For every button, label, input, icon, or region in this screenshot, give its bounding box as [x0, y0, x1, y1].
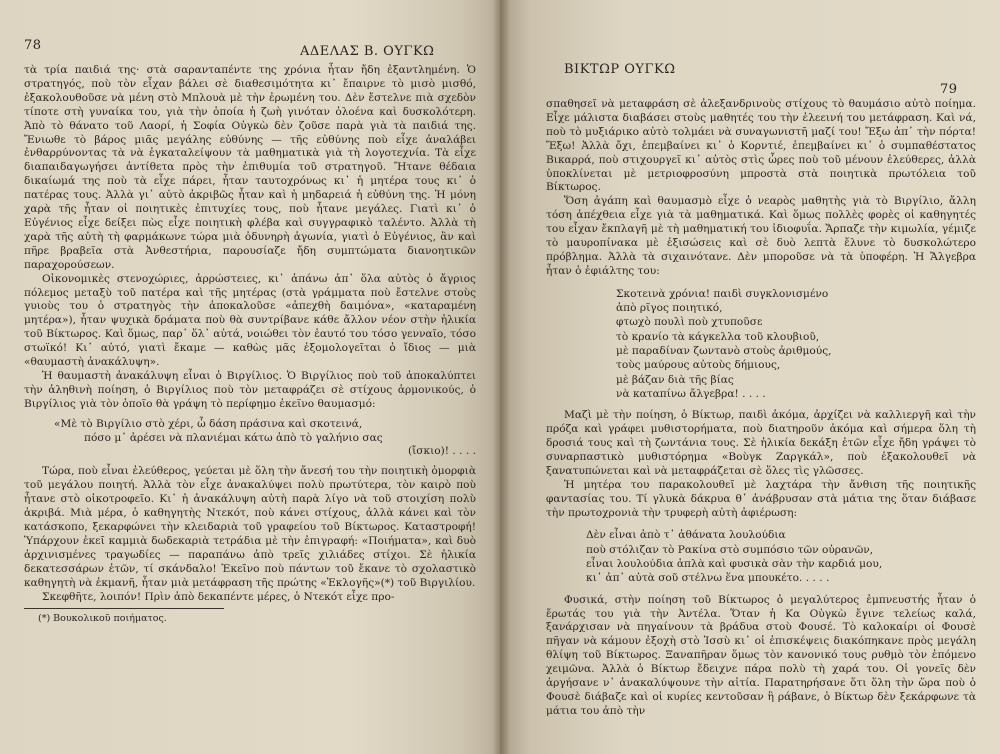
left-last-line: Σκεφθῆτε, λοιπόν! Πρὶν ἀπὸ δεκαπέντε μέρες, ὁ Ντεκότ εἶχε προ-	[42, 590, 395, 603]
right-page	[500, 0, 1000, 754]
verse2-line: εἶναι λουλούδια ἁπλὰ καὶ φυσικὰ σὰν τὴν καρδιά μου,	[586, 558, 883, 570]
left-page-body	[24, 64, 476, 626]
verse-line: τὸ κρανίο τὰ κάγκελλα τοῦ κλουβιοῦ,	[616, 330, 820, 343]
verse-dedication	[586, 528, 976, 585]
verse-line: νὰ καταπίνω ἄλγεβρα! . . . .	[616, 387, 766, 400]
left-paragraph-3: Ἡ θαυμαστὴ ἀνακάλυψη εἶναι ὁ Βιργίλιος. Ὁ Βιργίλιος ποὺ τοῦ ἀποκαλύπτει τὴν ἀληθινὴ ποίηση, ὁ Βιργίλιος ποὺ τὸν μεταφράζει σὲ στίχους ἁρμονικούς, ὁ Βιργίλιος γιὰ τὸν ὁποῖο θὰ γράψη τὸ περίφημο ἐκεῖνο θαυμασμό:	[24, 369, 476, 410]
quote-line-3: (ἴσκιο)! . . . .	[407, 445, 476, 458]
quote-line-1: «Μὲ τὸ Βιργίλιο στὸ χέρι, ὦ δάση πράσινα καὶ σκοτεινά,	[54, 417, 363, 430]
right-page-body	[546, 98, 976, 719]
verse-line: τοὺς μαύρους αὐτοὺς δήμιους,	[616, 359, 781, 372]
verse-line: ἀπὸ ρῖγος ποιητικό,	[616, 302, 723, 315]
verse2-line: Δὲν εἶναι ἀπὸ τ᾿ ἀθάνατα λουλούδια	[586, 529, 786, 542]
footnote: (*) Βουκολικοῦ ποιήματος.	[38, 613, 167, 625]
left-paragraph-4: Τώρα, ποὺ εἶναι ἐλεύθερος, γεύεται μὲ ὅλη τὴν ἄνεσή του τὴν ποιητικὴ ὀμορφιὰ τοῦ μεγάλου ποιητή. Ἀλλὰ τὸν εἶχε ἀνακαλύψει πολὺ πρωτύτερα, τὸν καιρὸ ποὺ ἦτανε στὸ οἰκοτροφεῖο. Κι᾿ ἡ ἀνακάλυψη αὐτὴ παρὰ λίγο νὰ τοῦ στοιχίση πολὺ ἀκριβά. Μιὰ μέρα, ὁ καθηγητὴς Ντεκότ, ποὺ κάνει στίχους, ἀλλὰ κάνει καὶ τὸν κατάσκοπο, ξεκαρφώνει τὴν κλειδαριὰ τοῦ γραφείου τοῦ Βίκτωρος. Καταστροφή! Ὑπάρχουν ἐκεῖ καμμιὰ δωδεκαριὰ τετράδια μὲ τὴν ἐπιγραφή: «Ποιήματα», καὶ δυὸ ἀρχινισμένες τραγωδίες — παραπάνω ἀπὸ τρεῖς χιλιάδες στίχοι. Σὲ ἡλικία δεκατεσσάρων ἐτῶν, τί σκάνδαλο! Ἐκεῖνο ποὺ πάντων τοῦ ἔκανε τὸ σχολαστικὸ καθηγητὴ νὰ ἐκμανῆ, ἦταν μιὰ μετάφραση τῆς πρώτης «Ἐκλογῆς»(*) τοῦ Βιργιλίου.	[24, 465, 476, 589]
verse-line: μὲ βάζαν διὰ τῆς βίας	[616, 373, 734, 386]
right-paragraph-4: Ἡ μητέρα του παρακολουθεῖ μὲ λαχτάρα τὴν ἄνθιση τῆς ποιητικῆς φαντασίας του. Τί γλυκὰ δάκρυα θ᾿ ἀνάβρυσαν στὰ μάτια της ὅταν διάβασε τὴν πρωτοχρονιὰ τὴν τρυφερὴ αὐτὴ ἀφιέρωση:	[546, 478, 976, 519]
verse2-line: ποὺ στόλιζαν τὸ Ρακίνα στὸ συμπόσιο τῶν οὐρανῶν,	[586, 543, 874, 556]
verse-line: φτωχὸ πουλὶ ποὺ χτυποῦσε	[616, 316, 763, 329]
quote-line-2: πόσο μ᾿ ἀρέσει νὰ πλανιέμαι κάτω ἀπὸ τὸ γαλήνιο σας	[84, 431, 383, 444]
book-gutter	[492, 0, 510, 754]
left-quote	[24, 418, 476, 460]
verse-algebra	[616, 287, 976, 401]
running-head-right: ΒΙΚΤΩΡ ΟΥΓΚΩ	[564, 62, 676, 77]
page-number-left: 78	[24, 38, 42, 53]
right-paragraph-2: Ὅση ἀγάπη καὶ θαυμασμὸ εἶχε ὁ νεαρὸς μαθητὴς γιὰ τὸ Βιργίλιο, ἄλλη τόση ἀπέχθεια εἶχε γιὰ τὰ μαθηματικά. Καὶ ὅμως πολλὲς φορὲς οἱ καθηγητές του εἶχαν ἔκπλαγῆ μὲ τὴ μαθηματική του ἰδιοφυΐα. Ἄρπαζε τὴν κιμωλία, γέμιζε τὸ μαυροπίνακα μὲ ἐξισώσεις καὶ σὲ δυὸ λεπτὰ ἔλυνε τὸ δυσκολώτερο πρόβλημα. Ἀλλὰ τὰ σιχαινότανε. Δὲν μποροῦσε νὰ τὰ ὑποφέρη. Ἡ Ἄλγεβρα ἦταν ὁ ἐφιάλτης του:	[546, 195, 976, 277]
left-paragraph-2: Οἰκονομικὲς στενοχώριες, ἀρρώστειες, κι᾿ ἀπάνω ἀπ᾿ ὅλα αὐτὸς ὁ ἄγριος πόλεμος μεταξὺ τοῦ πατέρα καὶ τῆς μητέρας (στὰ γράμματα ποὺ ἔστελνε στοὺς γυιοὺς του ὁ στρατηγὸς τὴν ἀποκαλοῦσε «ἀπεχθὴ δαιμόνα», «καταραμένη μητέρα»), ἦταν ψυχικὰ δράματα ποὺ θὰ συντρίβανε κάθε ἄλλον νέον στὴν ἡλικία τοῦ Βίκτωρος. Καὶ ὅμως, παρ᾿ ὅλ᾿ αὐτά, νοιώθει τὸν ἑαυτό του τόσο γενναῖο, τόσο στωϊκό! Κι᾿ αὐτό, γιατὶ ἔκαμε — καθὼς μᾶς ἐξομολογεῖται ὁ ἴδιος — μιὰ «θαυμαστὴ ἀνακάλυψη».	[24, 272, 476, 369]
running-head-left: ΑΔΕΛΑΣ Β. ΟΥΓΚΩ	[300, 44, 435, 59]
left-paragraph-1: τὰ τρία παιδιά της· στὰ σαρανταπέντε της χρόνια ἦταν ἤδη ἐξαντλημένη. Ὁ στρατηγός, ποὺ τὸν εἶχαν βάλει σὲ διαθεσιμότητα κι᾿ ἔπαιρνε τὸ μισὸ μισθό, ἐξακολουθοῦσε νὰ μένη στὸ Μπλουὰ μὲ τὴν ἐρωμένη του. Δὲν ἔστελνε πιὰ σχεδὸν τίποτε στὴ γυναίκα του, γιὰ τὴν ὁποία ἡ ζωὴ γινόταν ὁλοένα καὶ δυσκολότερη. Ἀπὸ τὸ θάνατο τοῦ Λαορί, ἡ Σοφία Οὐγκὼ δὲν ζοῦσε παρὰ γιὰ τὰ παιδιά της. Ἔνιωθε τὸ βάρος μιᾶς μεγάλης εὐθύνης — τῆς εὐθύνης ποὺ εἶχε ἀναλάβει ἐνθαρρύνοντας τὰ νὰ ἐγκαταλείψουν τὰ μαθηματικὰ γιὰ τὴ λογοτεχνία. Τὰ εἶχε διαπαιδαγωγήσει ἀντίθετα πρὸς τὴν ἐπιθυμία τοῦ στρατηγοῦ. Ἤτανε θέδαια δικαίωμά της ποὺ τὰ εἶχε πάρει, ἦταν ταυτοχρόνως κι᾿ ἡ μητέρα τους κι᾿ ὁ πατέρας τους. Ἀλλὰ γι᾿ αὐτὸ ἀκριβῶς ἦταν καὶ ἡ μηδαρειά ἡ εὐθύνη της. Ἡ μόνη χαρὰ τῆς ἦταν οἱ ποιητικὲς ἐπιτυχίες τους, ποὺ ἦτανε μεγάλες. Γιατὶ κι᾿ ὁ Εὐγένιος εἶχε δείξει πὼς εἶχε ποιητικὴ φλέβα καὶ συγγραφικὸ ταλέντο. Ἀλλὰ τὴ χαρὰ τῆς αὐτὴ τὴ φαρμάκωνε τώρα μιὰ ὀδυνηρὴ ἀγωνία, γιατὶ ὁ Εὐγένιος, ἂν καὶ πῆρε βραβεῖα στὰ Ἀνθεστήρια, παρουσίαζε ἤδη συμπτώματα διανοητικῶν παραχορούσεων.	[24, 64, 476, 271]
right-paragraph-3: Μαζὶ μὲ τὴν ποίηση, ὁ Βίκτωρ, παιδὶ ἀκόμα, ἀρχίζει νὰ καλλιεργῆ καὶ τὴν πρόζα καὶ γράφει μυθιστορήματα, ποὺ διατηροῦν ἀκόμα καὶ σήμερα ὅλη τὴ δροσιά τους καὶ τὴ ζωντάνια τους. Σὲ ἡλικία δεκάξη ἐτῶν εἶχε ἤδη γράψει τὸ συναρπαστικὸ μυθιστόρημα «Βοὺγκ Ζαργκάλ», ποὺ ἐξακολουθεῖ νὰ ξανατυπώνεται καὶ νὰ μεταφράζεται σὲ ὅλες τὶς γλῶσσες.	[546, 409, 976, 477]
right-paragraph-5: Φυσικά, στὴν ποίηση τοῦ Βίκτωρος ὁ μεγαλύτερος ἐμπνευστής ἦταν ὁ ἔρωτάς του γιὰ τὴν Ἀντέλα. Ὅταν ἡ Κα Οὐγκὼ ἔγινε τελείως καλά, ξανάρχισαν νὰ πηγαίνουν τὰ βράδυα στοὺ Φουσέ. Τὸ καλοκαίρι οἱ Φουσὲ πῆγαν νὰ κάμουν ἐξοχὴ στὸ Ἰσσὺ κι᾿ οἱ ἐπισκέψεις διακόπηκανε πρὸς μεγάλη θλίψη τοῦ Βίκτωρος. Ξαναπῆραν ὅμως τὸν κανονικό τους ρυθμὸ τὸν ἑπόμενο χειμῶνα. Ἀλλὰ ὁ Βίκτωρ ἔδειχνε πάρα πολὺ τὴ χαρά του. Οἱ γονεῖς δὲν ἀργήσανε ν᾿ ἀνακαλύψουνε τὴν αἰτία. Παρατηρήσανε ὅτι ὅλη τὴν ὥρα ποὺ ὁ Φουσὲ διάβαζε καὶ οἱ κυρίες κεντοῦσαν ἢ ράβανε, ὁ Βίκτωρ δὲν ξεκάρφωνε τὰ μάτια του ἀπὸ τὴν	[546, 593, 976, 717]
page-number-right: 79	[940, 82, 958, 97]
verse-line: μὲ παραδίναν ζωντανὸ στοὺς ἀριθμούς,	[616, 344, 832, 357]
verse2-line: κι᾿ ἀπ᾿ αὐτὰ σοῦ στέλνω ἕνα μπουκέτο. . . . .	[586, 572, 830, 585]
verse-line: Σκοτεινὰ χρόνια! παιδὶ συγκλονισμένο	[616, 287, 829, 300]
right-paragraph-1: σπαθησεῖ νὰ μεταφράση σὲ ἀλεξανδρινοὺς στίχους τὸ θαυμάσιο αὐτὸ ποίημα. Εἶχε μάλιστα διαβάσει στοὺς μαθητές του τὴν ἐλεεινή του μετάφραση. Καὶ νά, ποὺ τὸ μυξιάρικο αὐτὸ τολμάει νὰ συναγωνιστῆ μαζί του! Ἔξω ἀπ᾿ τὴν πόρτα! Ἔξω! Ἀλλὰ ὄχι, ἐπεμβαίνει κι᾿ ὁ Κορντιέ, ἐπεμβαίνει κι᾿ ὁ συμπαθέστατος Βικαρρά, ποὺ στιχουργεῖ κι᾿ αὐτὸς στὶς ὧρες ποὺ τοῦ μένουν ἐλεύθερες, ἀλλὰ ὑποκλίνεται μὲ μετριοφροσύνη μπροστὰ στὰ ποιητικὰ πρωτόλεια τοῦ Βίκτωρος.	[546, 98, 976, 194]
footnote-rule	[24, 608, 224, 609]
